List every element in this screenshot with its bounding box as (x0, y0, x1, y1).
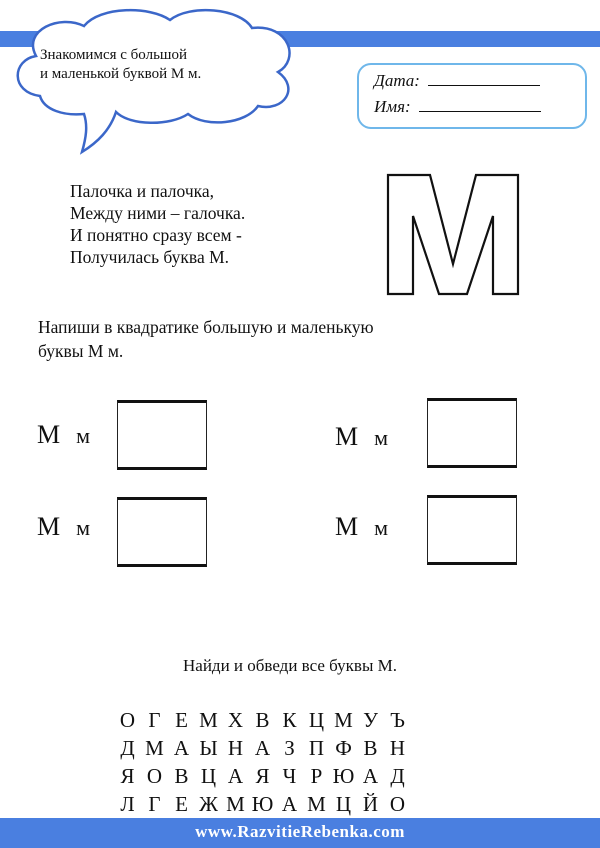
grid-letter[interactable]: Я (120, 764, 137, 788)
grid-letter[interactable]: Ф (335, 736, 354, 760)
writing-task-title (38, 315, 374, 363)
grid-letter[interactable]: К (282, 708, 299, 732)
grid-letter[interactable]: Ъ (390, 708, 407, 732)
grid-letter[interactable]: А (173, 736, 192, 760)
letter-upper: М (335, 422, 361, 451)
info-box (357, 63, 587, 129)
grid-letter[interactable]: У (363, 708, 380, 732)
letter-lower: м (76, 423, 93, 448)
grid-letter[interactable]: М (226, 792, 247, 816)
date-row (374, 71, 540, 91)
grid-letter[interactable]: О (146, 764, 165, 788)
grid-letter[interactable]: О (119, 708, 138, 732)
grid-letter[interactable]: Е (175, 708, 190, 732)
grid-letter[interactable]: Ц (335, 792, 354, 816)
name-row (374, 97, 541, 117)
grid-letter[interactable]: П (308, 736, 327, 760)
poem (70, 180, 245, 268)
grid-letter[interactable]: Л (120, 792, 137, 816)
speech-bubble-line-1: Знакомимся с большой (40, 47, 188, 63)
grid-letter[interactable]: Г (148, 792, 163, 816)
grid-letter[interactable]: М (307, 792, 328, 816)
letter-lower: м (374, 515, 391, 540)
grid-letter[interactable]: А (362, 764, 381, 788)
big-letter-m-outline (388, 175, 518, 294)
letter-upper: М (37, 512, 63, 541)
grid-letter[interactable]: Й (362, 792, 381, 816)
writing-task-title-line: буквы М м. (38, 341, 124, 361)
grid-letter[interactable]: Ц (200, 764, 219, 788)
grid-letter[interactable]: Х (227, 708, 246, 732)
speech-bubble-text (40, 46, 275, 84)
grid-letter[interactable]: А (281, 792, 300, 816)
grid-letter[interactable]: Ж (199, 792, 220, 816)
poem-line: Получилась буква М. (70, 247, 230, 267)
grid-letter[interactable]: Н (389, 736, 408, 760)
writing-square[interactable] (117, 497, 207, 567)
letter-lower: м (374, 425, 391, 450)
letter-lower: м (76, 515, 93, 540)
find-task-title: Найди и обведи все буквы М. (183, 656, 397, 675)
grid-letter[interactable]: Д (390, 764, 407, 788)
grid-letter[interactable]: М (334, 708, 355, 732)
poem-line: И понятно сразу всем - (70, 225, 242, 245)
letter-pair (335, 422, 390, 452)
grid-letter[interactable]: М (199, 708, 220, 732)
grid-letter[interactable]: В (174, 764, 191, 788)
grid-letter[interactable]: З (284, 736, 297, 760)
grid-letter[interactable]: Г (148, 708, 163, 732)
grid-letter[interactable]: М (145, 736, 166, 760)
grid-letter[interactable]: Ы (199, 736, 220, 760)
date-field[interactable] (428, 71, 540, 86)
grid-letter[interactable]: Н (227, 736, 246, 760)
grid-letter[interactable]: Ц (308, 708, 327, 732)
letter-grid-row (115, 762, 412, 790)
grid-letter[interactable]: А (254, 736, 273, 760)
grid-letter[interactable]: В (255, 708, 272, 732)
grid-letter[interactable]: Я (255, 764, 272, 788)
letter-grid-row (115, 790, 412, 818)
footer-site-link[interactable]: www.RazvitieRebenka.com (195, 822, 405, 841)
letter-upper: М (335, 512, 361, 541)
grid-letter[interactable]: Ю (251, 792, 276, 816)
letter-pair (335, 512, 390, 542)
name-field[interactable] (419, 97, 541, 112)
poem-line: Между ними – галочка. (70, 203, 246, 223)
date-label: Дата: (374, 71, 420, 90)
letter-grid-row (115, 706, 412, 734)
big-letter-m (385, 172, 525, 300)
writing-square[interactable] (427, 398, 517, 468)
speech-bubble-line-2: и маленькой буквой М м. (40, 66, 202, 82)
letter-upper: М (37, 420, 63, 449)
letter-grid-row (115, 734, 412, 762)
grid-letter[interactable]: О (389, 792, 408, 816)
letter-grid (115, 706, 412, 818)
grid-letter[interactable]: Ч (282, 764, 299, 788)
writing-square[interactable] (117, 400, 207, 470)
grid-letter[interactable]: Е (175, 792, 190, 816)
writing-task-title-line: Напиши в квадратике большую и маленькую (38, 317, 374, 337)
grid-letter[interactable]: В (363, 736, 380, 760)
grid-letter[interactable]: А (227, 764, 246, 788)
grid-letter[interactable]: Д (120, 736, 137, 760)
writing-square[interactable] (427, 495, 517, 565)
poem-line: Палочка и палочка, (70, 181, 215, 201)
grid-letter[interactable]: Ю (332, 764, 357, 788)
letter-pair (37, 420, 92, 450)
name-label: Имя: (374, 97, 411, 116)
letter-pair (37, 512, 92, 542)
grid-letter[interactable]: Р (310, 764, 325, 788)
